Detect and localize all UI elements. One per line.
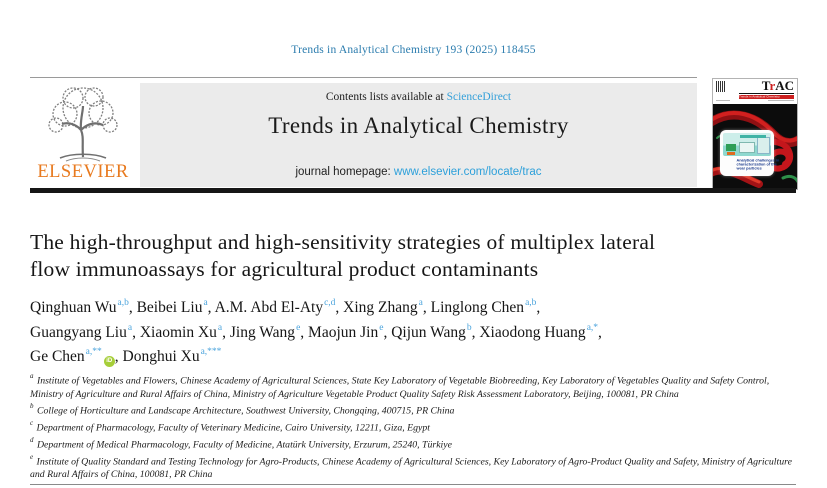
elsevier-logo[interactable] xyxy=(28,82,138,188)
author-affiliation-superscript[interactable]: a xyxy=(418,298,423,308)
affiliation-entry: $^a$ Institute of Vegetables and Flowers, Chinese Academy of Agricultural Sciences, State Key Laboratory of Vegetable Biobreeding, Key Laboratory of Vegetables Quality and Safety Control, Ministry of Agriculture and Rural Affairs of China, Ministry of Agriculture Vegetable Product Quality Safety Risk Assessment Laboratory, Beijing, 100081, PR China xyxy=(30,372,770,400)
author-affiliation-superscript[interactable]: a,** xyxy=(85,347,102,358)
author-name: Xiaomin Xu xyxy=(139,323,217,341)
journal-homepage-line xyxy=(140,166,697,178)
author-name: Beibei Liu xyxy=(136,299,203,317)
cover-caption-line: characterization of the xyxy=(736,162,777,167)
homepage-prefix: journal homepage: xyxy=(295,166,394,178)
journal-cover-thumbnail[interactable] xyxy=(712,78,798,190)
author-name: Ge Chen xyxy=(30,348,85,366)
cover-graphical-abstract xyxy=(720,130,780,176)
author-affiliation-superscript[interactable]: b xyxy=(466,322,472,333)
cover-artwork xyxy=(713,104,797,189)
author-name: Jing Wang xyxy=(229,323,296,341)
author-name: Xiaodong Huang xyxy=(479,323,586,341)
author-affiliation-superscript[interactable]: a xyxy=(217,322,223,333)
affiliation-entry: $^d$ Department of Medical Pharmacology, Faculty of Medicine, Atatürk University, Erzurum, 25240, Türkiye xyxy=(30,435,452,451)
author-affiliation-superscript[interactable]: a xyxy=(127,322,133,333)
cover-abstract-graphic xyxy=(723,133,771,156)
contents-prefix: Contents lists available at xyxy=(325,91,447,103)
author-affiliation-superscript[interactable]: a,b xyxy=(117,298,129,308)
cover-caption-line: wear particles xyxy=(736,166,762,171)
author-affiliation-superscript[interactable]: a,*** xyxy=(200,347,222,358)
affiliation-label: d xyxy=(30,435,34,444)
orcid-icon[interactable]: iD xyxy=(104,356,115,367)
running-head-citation: Trends in Analytical Chemistry 193 (2025) 118455 xyxy=(291,44,536,56)
sciencedirect-link[interactable]: ScienceDirect xyxy=(446,91,512,103)
journal-masthead-box xyxy=(140,83,697,187)
author-affiliation-superscript[interactable]: a,* xyxy=(586,322,599,333)
trac-banner: Trends in Analytical Chemistry xyxy=(739,95,794,99)
affiliation-entry: $^c$ Department of Pharmacology, Faculty of Veterinary Medicine, Cairo University, 12211, Giza, Egypt xyxy=(30,419,430,434)
affiliation-list xyxy=(30,371,798,482)
cover-caption-line: Analytical challenges in xyxy=(736,158,780,163)
author-list: Qinghuan Wu$^{a,b}$, Beibei Liu$^a$, A.M. Abd El-Aty$^{c,d}$, Xing Zhang$^a$, Linglong Chen$^{a,b}$, Guangyang Liu$^a$, Xiaomin Xu$^a$, Jing Wang$^e$, Maojun Jin$^e$, Qijun Wang$^b$, Xiaodong Huang$^{a,*}$, Ge Chen$^{a,**}$iD , Donghui $Xu^{a,***}$ xyxy=(30,298,602,366)
elsevier-wordmark: ELSEVIER xyxy=(37,162,129,182)
author-name: Qijun Wang xyxy=(391,323,466,341)
article-title-line: flow immunoassays for agricultural product contaminants xyxy=(30,256,539,281)
author-affiliation-superscript[interactable]: c,d xyxy=(324,298,336,308)
author-affiliation-superscript[interactable]: e xyxy=(296,322,301,333)
cover-microtext-right xyxy=(768,100,794,101)
cover-header xyxy=(713,79,797,104)
author-affiliation-superscript[interactable]: a,b xyxy=(525,298,537,308)
author-affiliation-superscript[interactable]: a xyxy=(203,298,208,308)
author-name: Xing Zhang xyxy=(343,299,418,317)
author-name: Donghui Xu xyxy=(122,348,200,366)
header-thick-rule xyxy=(30,188,796,193)
journal-homepage-link[interactable]: www.elsevier.com/locate/trac xyxy=(393,166,542,178)
article-title-line: The high-throughput and high-sensitivity strategies of multiplex lateral xyxy=(30,230,656,254)
article-title xyxy=(30,229,790,282)
affiliation-label: a xyxy=(30,372,34,380)
cover-microtext-left xyxy=(716,100,730,101)
author-name: Guangyang Liu xyxy=(30,323,127,341)
header-top-rule xyxy=(30,77,697,78)
trac-logo-underline xyxy=(739,93,794,94)
cover-caption xyxy=(722,158,780,171)
author-name: Maojun Jin xyxy=(308,323,379,341)
trac-logo: TrAC xyxy=(761,78,794,93)
affiliation-label: c xyxy=(30,419,34,428)
barcode-icon xyxy=(716,81,725,92)
journal-title: Trends in Analytical Chemistry xyxy=(268,113,569,138)
author-name: A.M. Abd El-Aty xyxy=(214,299,324,317)
author-affiliation-superscript[interactable]: e xyxy=(379,322,384,333)
affiliation-entry: $^e$ Institute of Quality Standard and Testing Technology for Agro-Products, Chinese Academy of Agricultural Sciences, Key Laboratory of Agro-Product Quality and Safety, Ministry of Agriculture and Rural Affairs of China, 100081, PR China xyxy=(30,452,792,481)
author-name: Qinghuan Wu xyxy=(30,299,117,317)
affiliation-entry: $^b$ College of Horticulture and Landscape Architecture, Southwest University, Chongqing, 400715, PR China xyxy=(30,402,455,417)
author-name: Linglong Chen xyxy=(430,299,525,317)
affiliation-label: e xyxy=(30,452,34,461)
contents-list-line xyxy=(140,91,697,103)
footer-rule xyxy=(30,484,796,485)
elsevier-tree-icon xyxy=(40,82,126,164)
affiliation-label: b xyxy=(30,402,34,411)
